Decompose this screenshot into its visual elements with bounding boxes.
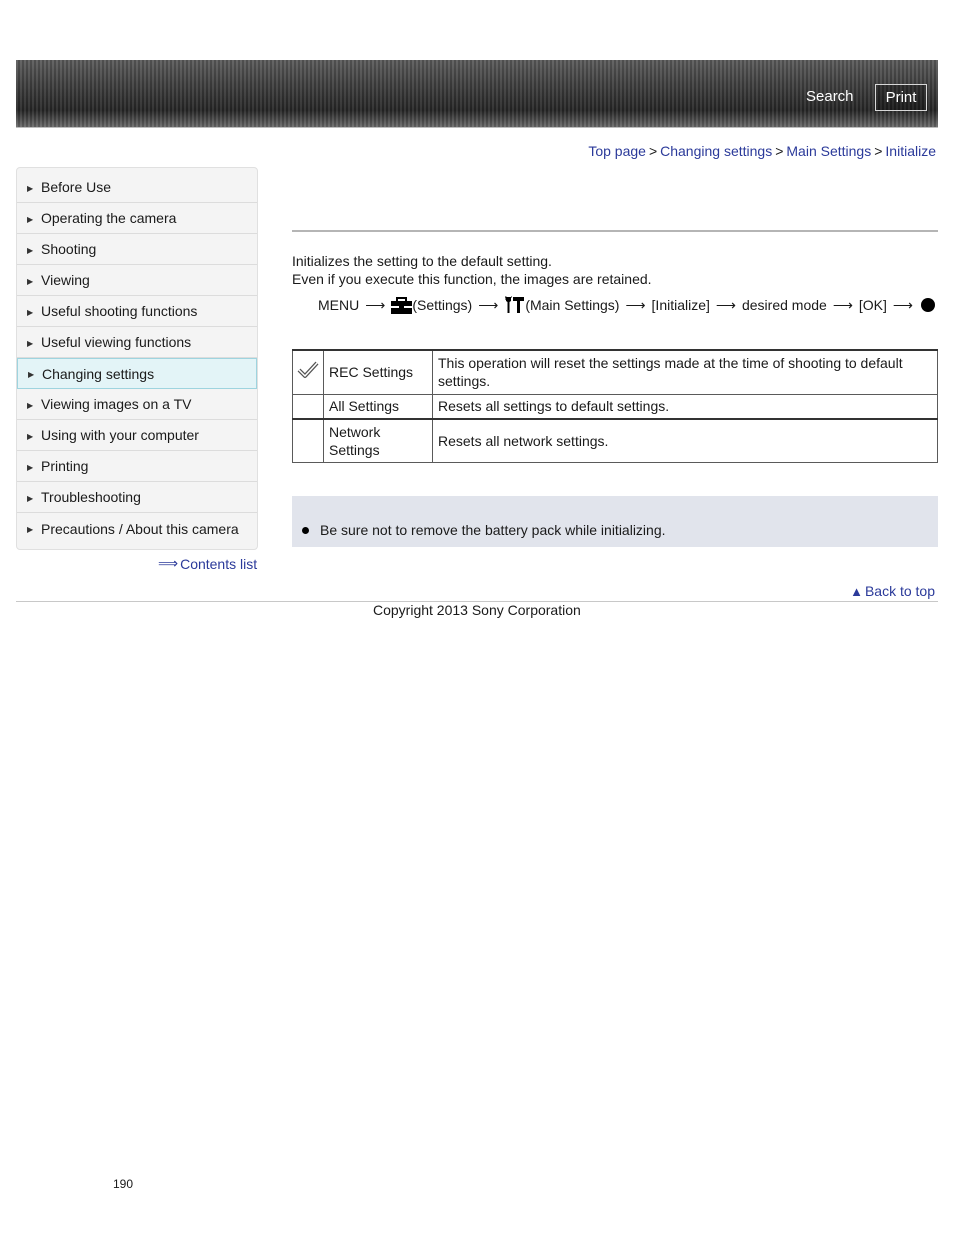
table-row	[293, 419, 938, 462]
sidebar-item-changing-settings[interactable]: ▶ Changing settings	[17, 358, 257, 389]
sidebar-item-viewing[interactable]: ▶ Viewing	[17, 265, 257, 296]
checkmark-icon	[297, 361, 319, 379]
triangle-up-icon: ▲	[850, 583, 863, 599]
breadcrumb-changing-settings[interactable]: Changing settings	[660, 143, 773, 159]
breadcrumb: Top page > Changing settings > Main Settings > Initialize	[588, 143, 936, 159]
page-number: 190	[113, 1177, 134, 1191]
mode-name: Network Settings	[324, 419, 433, 462]
arrow-right-icon: ⟶	[365, 296, 386, 313]
triangle-right-icon: ▶	[27, 276, 34, 286]
triangle-right-icon: ▶	[27, 307, 34, 317]
empty-icon-cell	[293, 419, 324, 462]
title-divider	[292, 230, 938, 232]
header-bar	[16, 60, 938, 128]
checkmark-cell	[293, 350, 324, 394]
table-row	[293, 350, 938, 394]
triangle-right-icon: ▶	[27, 214, 34, 224]
sidebar-item-printing[interactable]: ▶ Printing	[17, 451, 257, 482]
mode-table	[292, 349, 938, 463]
center-button-icon	[921, 298, 935, 312]
triangle-right-icon: ▶	[27, 338, 34, 348]
triangle-right-icon: ▶	[27, 245, 34, 255]
mode-name: All Settings	[324, 394, 433, 419]
breadcrumb-initialize[interactable]: Initialize	[885, 143, 936, 159]
description-line-2: Even if you execute this function, the images are retained.	[292, 271, 652, 287]
sidebar-item-useful-shooting[interactable]: ▶ Useful shooting functions	[17, 296, 257, 327]
note-item: Be sure not to remove the battery pack while initializing.	[302, 522, 666, 538]
sidebar-item-troubleshooting[interactable]: ▶ Troubleshooting	[17, 482, 257, 513]
breadcrumb-main-settings[interactable]: Main Settings	[786, 143, 872, 159]
triangle-right-icon: ▶	[27, 525, 34, 534]
search-link[interactable]: Search	[806, 88, 854, 105]
sidebar-item-useful-viewing[interactable]: ▶ Useful viewing functions	[17, 327, 257, 358]
toolbox-icon	[391, 297, 412, 314]
triangle-right-icon: ▶	[27, 400, 34, 410]
description-line-1: Initializes the setting to the default setting.	[292, 253, 552, 269]
triangle-right-icon: ▶	[27, 183, 34, 193]
sidebar-item-shooting[interactable]: ▶ Shooting	[17, 234, 257, 265]
back-to-top-link[interactable]: ▲ Back to top	[850, 583, 935, 599]
breadcrumb-top-page[interactable]: Top page	[588, 143, 646, 159]
triangle-right-icon: ▶	[27, 493, 34, 503]
triangle-right-icon: ▶	[28, 370, 35, 379]
sidebar-nav	[16, 167, 258, 550]
sidebar-item-operating-camera[interactable]: ▶ Operating the camera	[17, 203, 257, 234]
arrow-right-icon: ⟶	[715, 296, 736, 313]
triangle-right-icon: ▶	[27, 431, 34, 441]
mode-description: This operation will reset the settings made at the time of shooting to default settings.	[433, 350, 938, 394]
sidebar-item-before-use[interactable]: ▶ Before Use	[17, 172, 257, 203]
arrow-right-icon: ⟶	[478, 296, 499, 313]
sidebar-item-computer[interactable]: ▶ Using with your computer	[17, 420, 257, 451]
arrow-right-icon: ⟹	[158, 555, 179, 571]
arrow-right-icon: ⟶	[625, 296, 646, 313]
wrench-screwdriver-icon	[504, 296, 525, 314]
bullet-icon	[302, 527, 309, 534]
arrow-right-icon: ⟶	[892, 296, 913, 313]
mode-description: Resets all network settings.	[433, 419, 938, 462]
arrow-right-icon: ⟶	[832, 296, 853, 313]
sidebar-item-precautions[interactable]: ▶ Precautions / About this camera	[27, 520, 239, 537]
mode-name: REC Settings	[324, 350, 433, 394]
mode-description: Resets all settings to default settings.	[433, 394, 938, 419]
empty-icon-cell	[293, 394, 324, 419]
note-box	[292, 496, 938, 547]
copyright: Copyright 2013 Sony Corporation	[373, 602, 581, 618]
triangle-right-icon: ▶	[27, 462, 34, 472]
sidebar-item-viewing-tv[interactable]: ▶ Viewing images on a TV	[17, 389, 257, 420]
menu-path: MENU ⟶ (Settings) ⟶ (Main Settings) ⟶ [Initialize] ⟶ desired mode ⟶ [OK] ⟶	[318, 296, 935, 314]
table-row	[293, 394, 938, 419]
print-button[interactable]: Print	[875, 84, 927, 111]
contents-list-link[interactable]: ⟹ Contents list	[158, 555, 258, 572]
